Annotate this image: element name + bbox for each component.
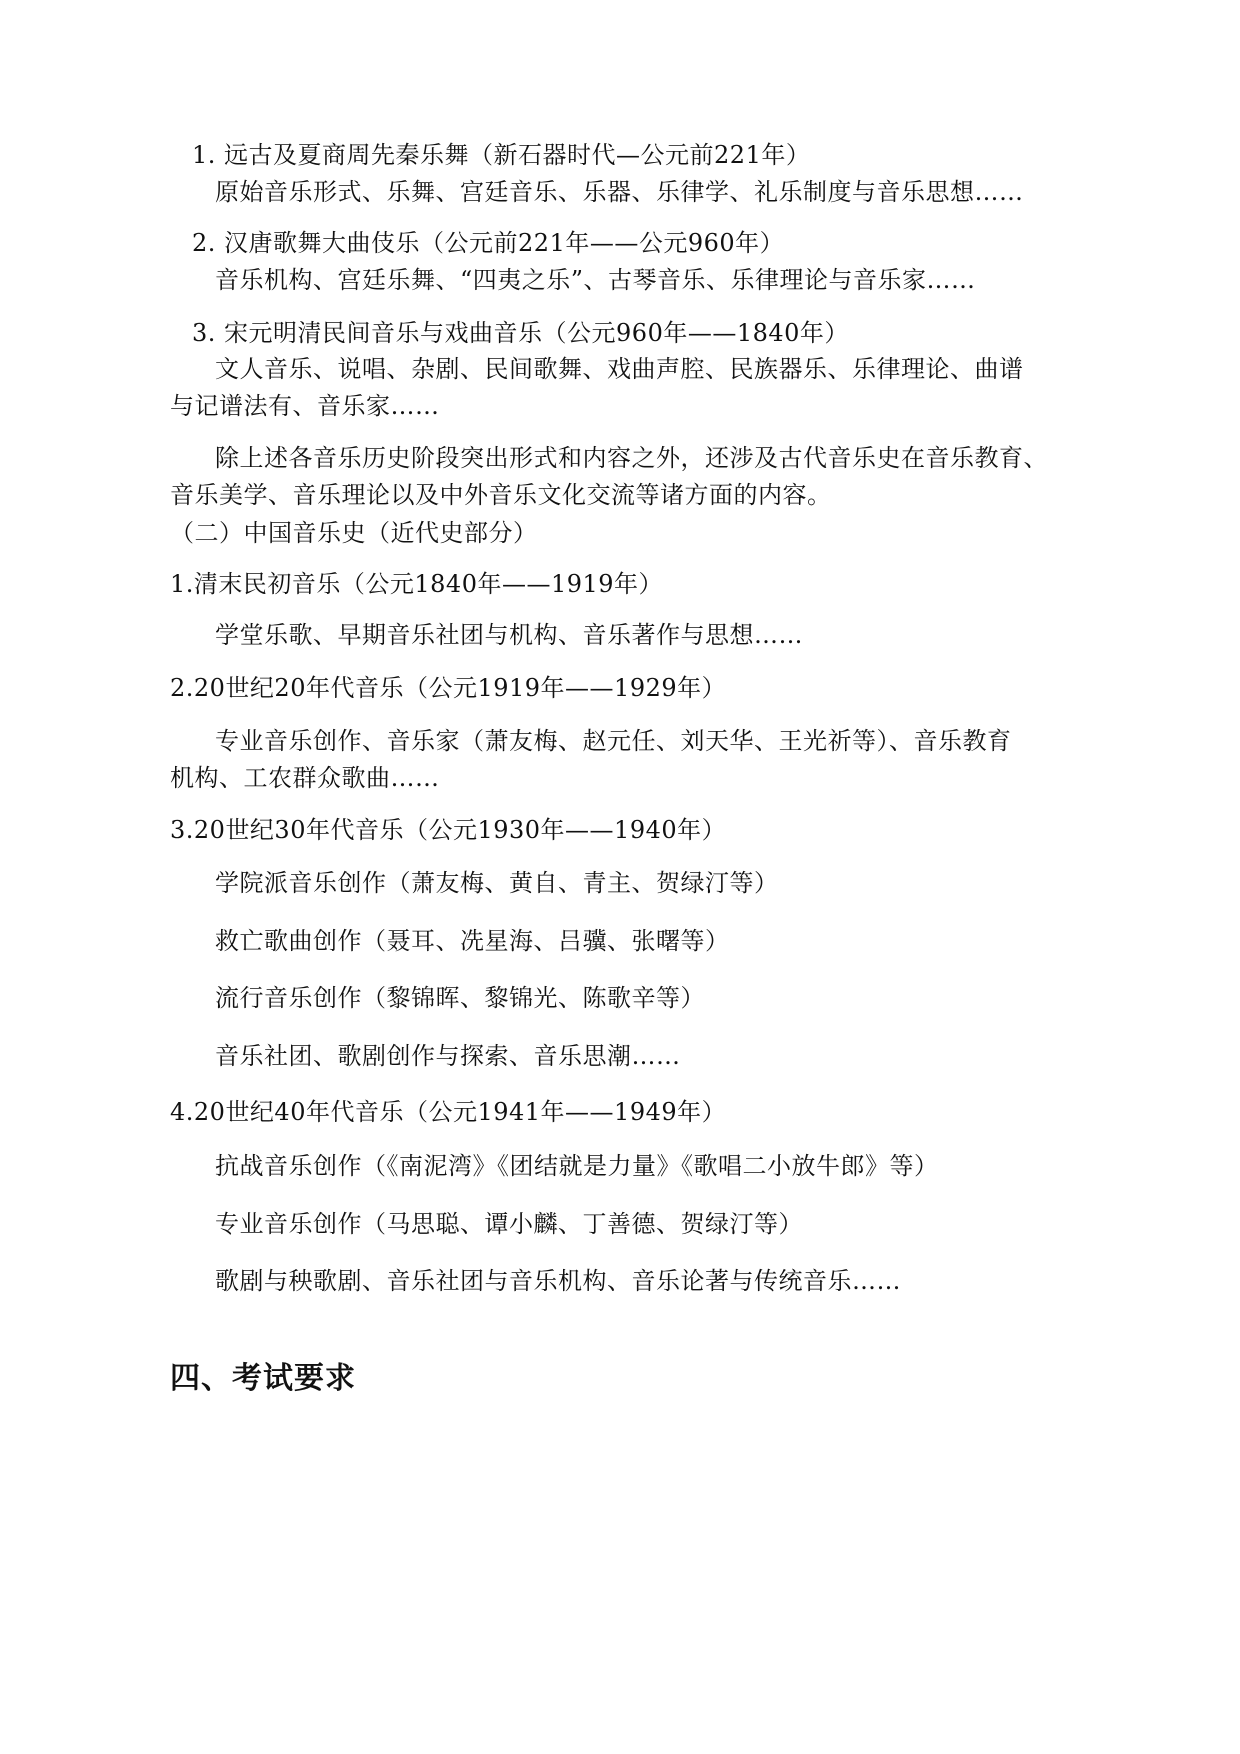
- modern-item-4-content: 专业音乐创作（马思聪、谭小麟、丁善德、贺绿汀等）: [215, 1210, 803, 1238]
- modern-item-3-content: 救亡歌曲创作（聂耳、冼星海、吕骥、张曙等）: [215, 927, 730, 955]
- ancient-item-3-content-line-1: 文人音乐、说唱、杂剧、民间歌舞、戏曲声腔、民族器乐、乐律理论、曲谱: [215, 355, 1024, 383]
- modern-item-4-content: 抗战音乐创作（《南泥湾》《团结就是力量》《歌唱二小放牛郎》等）: [215, 1152, 939, 1180]
- modern-section-title: （二）中国音乐史（近代史部分）: [170, 519, 538, 547]
- modern-item-3-title: 3.20世纪30年代音乐（公元1930年——1940年）: [170, 816, 727, 844]
- modern-item-3-content: 流行音乐创作（黎锦晖、黎锦光、陈歌辛等）: [215, 984, 705, 1012]
- modern-item-2-content-line-2: 机构、工农群众歌曲……: [170, 764, 440, 792]
- modern-item-3-content: 音乐社团、歌剧创作与探索、音乐思潮……: [215, 1042, 681, 1070]
- ancient-item-2-title: 2. 汉唐歌舞大曲伎乐（公元前221年——公元960年）: [192, 229, 785, 257]
- ancient-item-1-title: 1. 远古及夏商周先秦乐舞（新石器时代—公元前221年）: [192, 141, 811, 169]
- ancient-summary-line-2: 音乐美学、音乐理论以及中外音乐文化交流等诸方面的内容。: [170, 481, 832, 509]
- modern-item-2-content-line-1: 专业音乐创作、音乐家（萧友梅、赵元任、刘天华、王光祈等）、音乐教育: [215, 727, 1012, 755]
- ancient-item-1-content: 原始音乐形式、乐舞、宫廷音乐、乐器、乐律学、礼乐制度与音乐思想……: [215, 178, 1024, 206]
- modern-item-4-content: 歌剧与秧歌剧、音乐社团与音乐机构、音乐论著与传统音乐……: [215, 1267, 901, 1295]
- modern-item-3-content: 学院派音乐创作（萧友梅、黄自、青主、贺绿汀等）: [215, 869, 779, 897]
- modern-item-1-title: 1.清末民初音乐（公元1840年——1919年）: [170, 570, 664, 598]
- modern-item-1-content: 学堂乐歌、早期音乐社团与机构、音乐著作与思想……: [215, 621, 803, 649]
- section-4-heading: 四、考试要求: [170, 1361, 356, 1396]
- ancient-item-3-title: 3. 宋元明清民间音乐与戏曲音乐（公元960年——1840年）: [192, 319, 849, 347]
- ancient-item-3-content-line-2: 与记谱法有、音乐家……: [170, 392, 440, 420]
- ancient-item-2-content: 音乐机构、宫廷乐舞、“四夷之乐”、古琴音乐、乐律理论与音乐家……: [215, 266, 976, 294]
- modern-item-4-title: 4.20世纪40年代音乐（公元1941年——1949年）: [170, 1098, 727, 1126]
- modern-item-2-title: 2.20世纪20年代音乐（公元1919年——1929年）: [170, 674, 727, 702]
- ancient-summary-line-1: 除上述各音乐历史阶段突出形式和内容之外，还涉及古代音乐史在音乐教育、: [215, 444, 1048, 472]
